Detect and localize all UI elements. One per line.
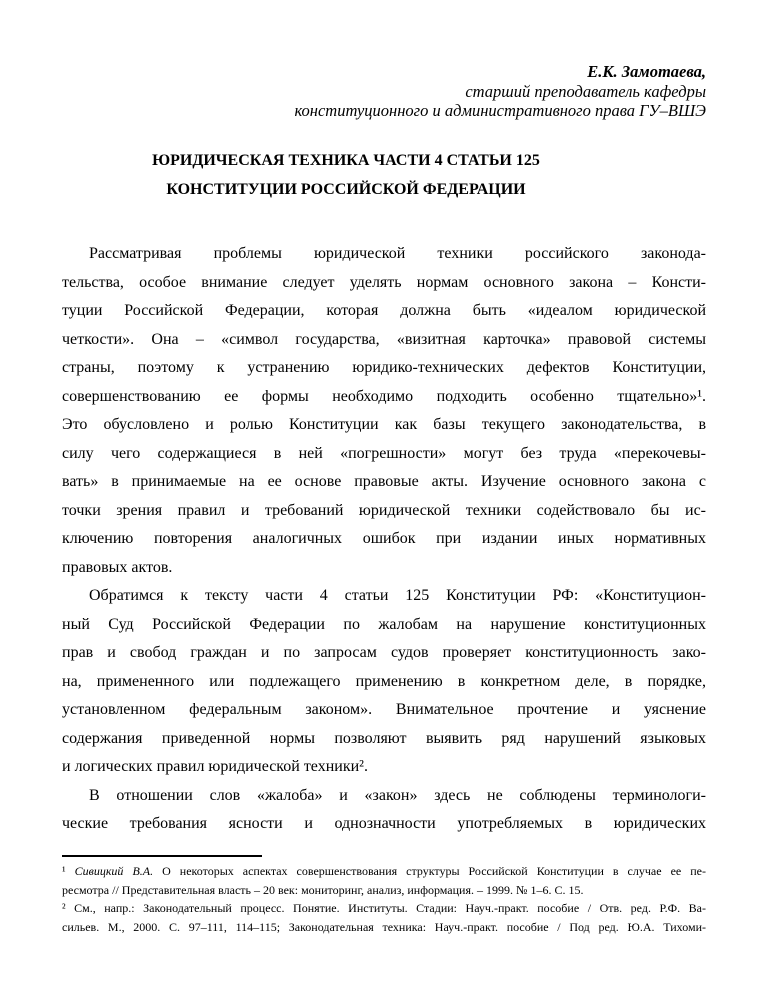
body-line: на, примененного или подлежащего применению в конкретном деле, в порядке,	[62, 672, 706, 690]
body-line: туции Российской Федерации, которая должна быть «идеалом юридической	[62, 302, 706, 319]
body-line: Это обусловлено и ролью Конституции как базы текущего законодательства, в	[62, 416, 706, 433]
paragraph-1	[62, 240, 706, 582]
body-line: точки зрения правил и требований юридической техники содействовало бы ис-	[62, 501, 706, 519]
body-line: прав и свобод граждан и по запросам судов проверяет конституционность зако-	[62, 644, 706, 661]
body-line: силу чего содержащиеся в ней «погрешности» могут без труда «перекочевы-	[62, 444, 706, 462]
body-line: тельства, особое внимание следует уделять нормам основного закона – Консти-	[62, 273, 706, 291]
body-line: ный Суд Российской Федерации по жалобам на нарушение конституционных	[62, 615, 706, 633]
footnote-1-line-2: ресмотра // Представительная власть – 20 век: мониторинг, анализ, информация. – 1999. № 1–6. С. 15.	[62, 882, 584, 897]
footnote-separator	[62, 855, 262, 857]
author-name: Е.К. Замотаева,	[587, 62, 706, 81]
article-title	[62, 147, 630, 204]
paragraph-2	[62, 582, 706, 782]
author-block	[62, 62, 706, 121]
body-line: правовых актов.	[62, 558, 173, 576]
body-line: вать» в принимаемые на ее основе правовые акты. Изучение основного закона с	[62, 473, 706, 490]
body-line: ключению повторения аналогичных ошибок при издании иных нормативных	[62, 530, 706, 547]
body-line: страны, поэтому к устранению юридико-технических дефектов Конституции,	[62, 359, 706, 376]
body-line: совершенствованию ее формы необходимо подходить особенно тщательно»¹.	[62, 387, 706, 405]
footnotes-section	[62, 855, 706, 936]
article-body	[62, 240, 706, 839]
footnote-1-text: О некоторых аспектах совершенствования структуры Российской Конституции в случае ее пе-	[153, 864, 706, 878]
body-line: содержания приведенной нормы позволяют выявить ряд нарушений языковых	[62, 729, 706, 747]
body-line: Обратимся к тексту части 4 статьи 125 Конституции РФ: «Конституцион-	[89, 587, 706, 604]
author-affiliation-line-1: старший преподаватель кафедры	[465, 81, 706, 101]
article-title-line-2: КОНСТИТУЦИИ РОССИЙСКОЙ ФЕДЕРАЦИИ	[166, 180, 526, 198]
footnote-2-line-2: сильев. М., 2000. С. 97–111, 114–115; Законодательная техника: Науч.-практ. пособие / Под ред. Ю.А. Тихоми-	[62, 919, 706, 934]
body-line: ческие требования ясности и однозначности употребляемых в юридических	[62, 815, 706, 832]
author-affiliation-line-2: конституционного и административного права ГУ–ВШЭ	[294, 101, 706, 120]
body-line: установленном федеральным законом». Внимательное прочтение и уяснение	[62, 701, 706, 718]
footnote-1-author: Сивицкий В.А.	[74, 864, 154, 878]
footnote-1-marker: ¹	[62, 864, 75, 878]
article-title-line-1: ЮРИДИЧЕСКАЯ ТЕХНИКА ЧАСТИ 4 СТАТЬИ 125	[152, 152, 540, 169]
footnote-1-line-1	[62, 862, 706, 881]
body-line: четкости». Она – «символ государства, «визитная карточка» правовой системы	[62, 330, 706, 348]
body-line: и логических правил юридической техники².	[62, 758, 368, 775]
paragraph-3	[62, 782, 706, 839]
body-line: В отношении слов «жалоба» и «закон» здесь не соблюдены терминологи-	[89, 786, 706, 804]
body-line: Рассматривая проблемы юридической техники российского законода-	[89, 245, 706, 262]
footnote-2-line-1: ² См., напр.: Законодательный процесс. Понятие. Институты. Стадии: Науч.-практ. пособие / Отв. ред. Р.Ф. Ва-	[62, 901, 706, 915]
